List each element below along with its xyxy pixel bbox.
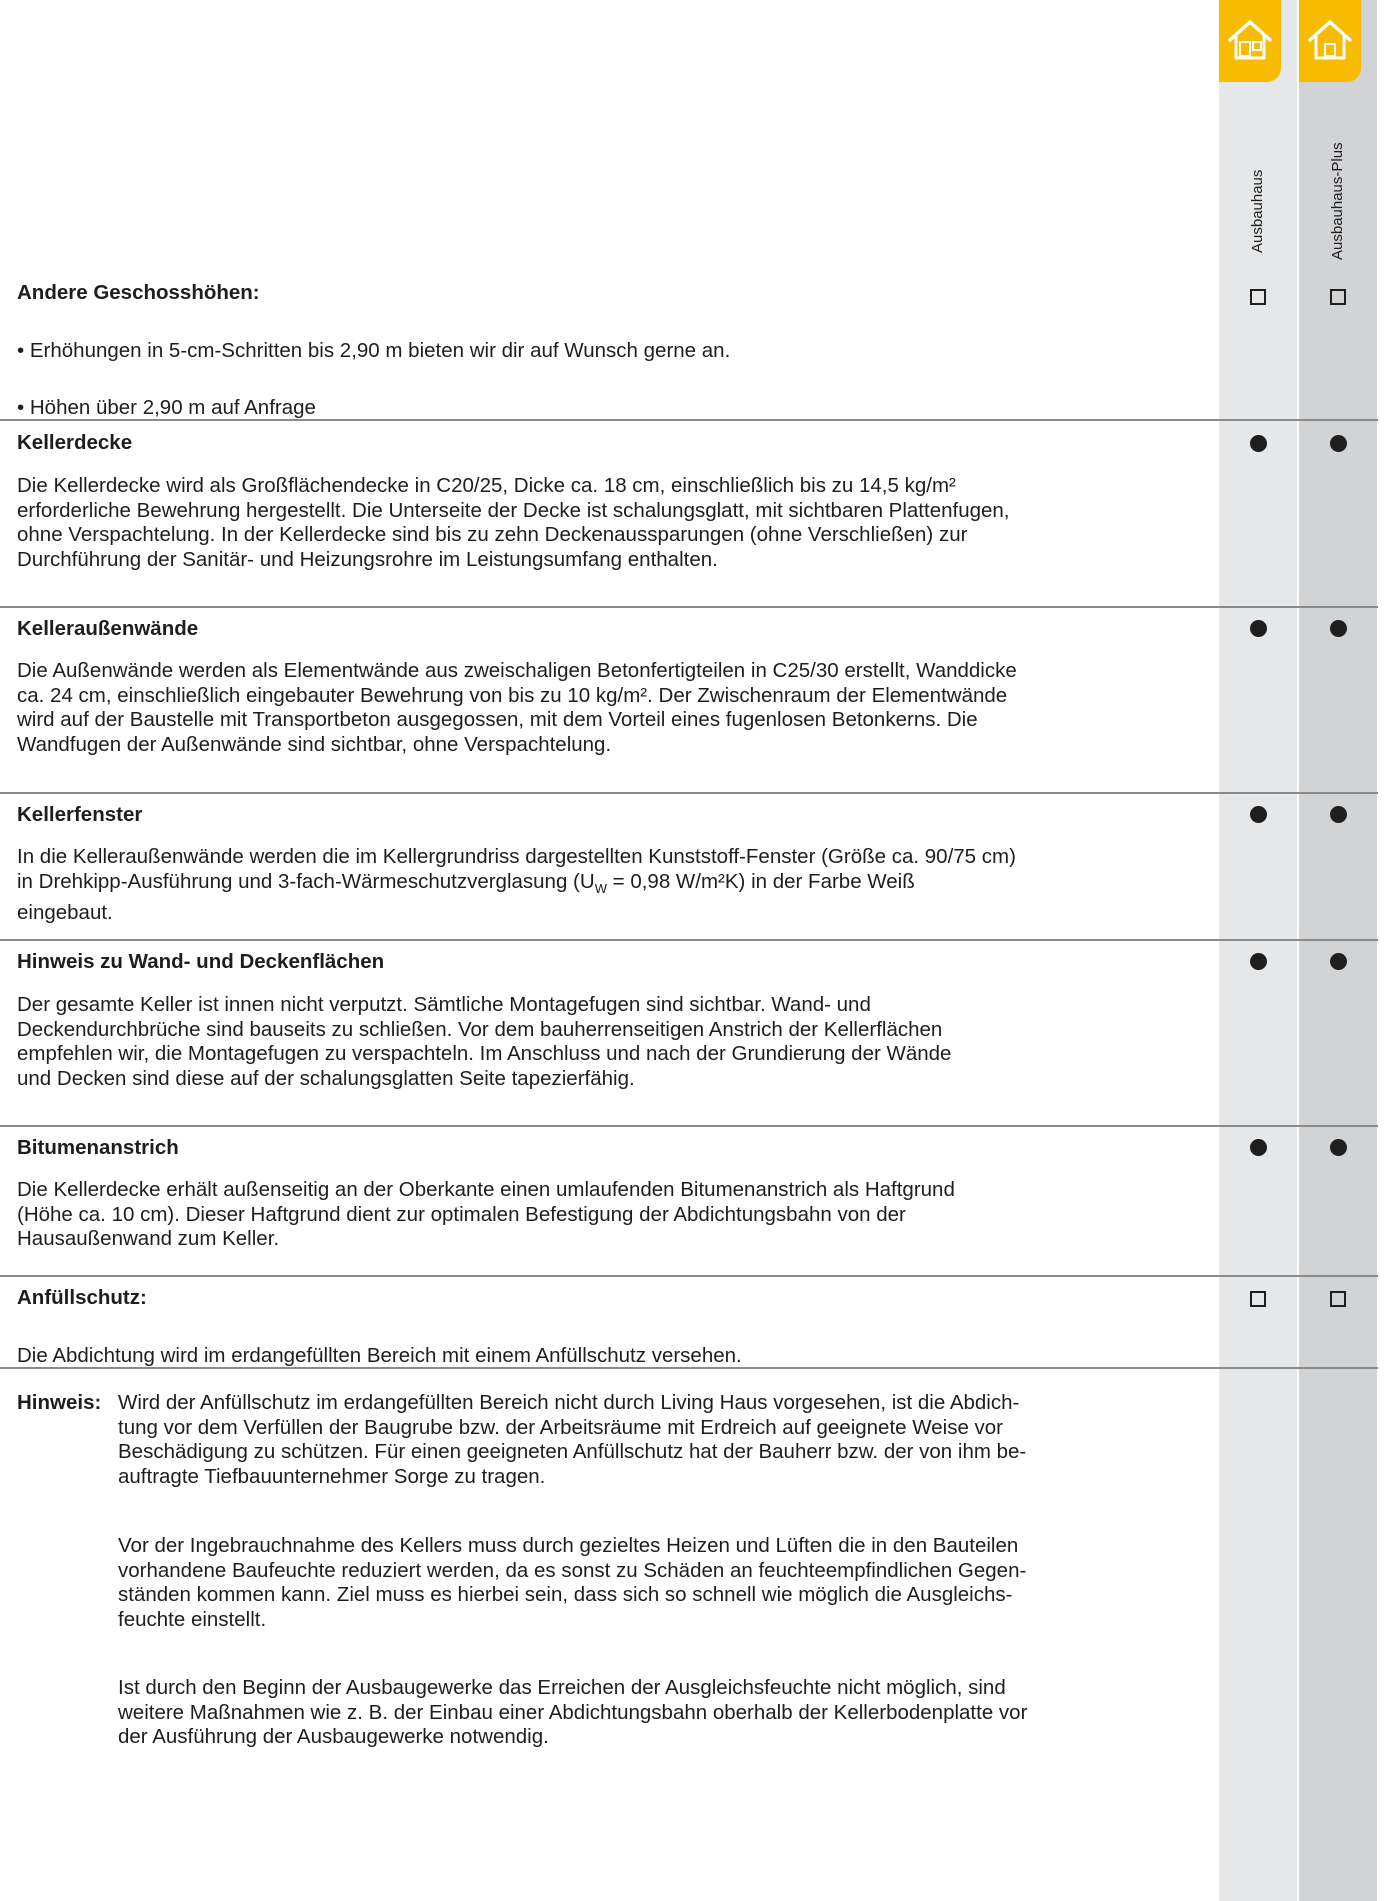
section-text-wand-deckenflaechen: Der gesamte Keller ist innen nicht verputzt. Sämtliche Montagefugen sind sichtbar. Wand- und Deckendurchbrüche sind bauseits zu schließen. Vor dem bauherrenseitigen Anstrich der Kellerflächen empfehlen wir, die Montagefugen zu verspachteln. Im Anschluss und nach der Grundierung der Wände und Decken sind diese auf der schalungsglatten Seite tapezierfähig. (17, 993, 952, 1090)
list-item: • Höhen über 2,90 m auf Anfrage (17, 396, 316, 419)
included-dot-ausbauhaus (1250, 806, 1267, 823)
column-ausbauhaus-plus (1299, 0, 1377, 1901)
column-label-ausbauhaus: Ausbauhaus (1249, 169, 1266, 253)
optional-checkbox-ausbauhaus-plus (1330, 1291, 1346, 1307)
included-dot-ausbauhaus-plus (1330, 435, 1347, 452)
section-title-wand-deckenflaechen: Hinweis zu Wand- und Deckenflächen (17, 950, 385, 973)
divider (0, 419, 1378, 421)
section-title-kellerdecke: Kellerdecke (17, 431, 133, 454)
included-dot-ausbauhaus (1250, 1139, 1267, 1156)
included-dot-ausbauhaus (1250, 620, 1267, 637)
section-title-anfuellschutz: Anfüllschutz: (17, 1286, 147, 1309)
note-paragraph: Ist durch den Beginn der Ausbaugewerke das Erreichen der Ausgleichsfeuchte nicht möglich, sind weitere Maßnahmen wie z. B. der Einbau einer Abdichtungsbahn oberhalb der Kellerbodenplatte vor der Ausführung der Ausbaugewerke notwendig. (118, 1676, 1028, 1748)
section-text-kellerfenster: In die Kelleraußenwände werden die im Kellergrundriss dargestellten Kunststoff-Fenster (Größe ca. 90/75 cm) in Drehkipp-Ausführung und 3-fach-Wärmeschutzverglasung ($U_W = 0,98$ W/m²K) in der Farbe Weiß eingebaut. (17, 845, 1016, 925)
note-label: Hinweis: (17, 1391, 102, 1414)
note-paragraph: Wird der Anfüllschutz im erdangefüllten Bereich nicht durch Living Haus vorgesehen, ist die Abdich- tung vor dem Verfüllen der Baugrube bzw. der Arbeitsräume mit Erdreich auf geeignete Weise vor Beschädigung zu schützen. Für einen geeigneten Anfüllschutz hat der Bauherr bzw. der von ihm be- auftragte Tiefbauunternehmer Sorge zu tragen. (118, 1391, 1027, 1488)
optional-checkbox-ausbauhaus (1250, 1291, 1266, 1307)
included-dot-ausbauhaus (1250, 953, 1267, 970)
section-text-kellerdecke: Die Kellerdecke wird als Großflächendecke in C20/25, Dicke ca. 18 cm, einschließlich bis zu 14,5 kg/m² erforderliche Bewehrung hergestellt. Die Unterseite der Decke ist schalungsglatt, mit sichtbaren Plattenfugen, ohne Verspachtelung. In der Kellerdecke sind bis zu zehn Deckenaussparungen (ohne Verschließen) zur Durchführung der Sanitär- und Heizungsrohre im Leistungsumfang enthalten. (17, 474, 1010, 571)
house-icon (1219, 0, 1281, 82)
divider (0, 1367, 1378, 1369)
column-label-ausbauhaus-plus: Ausbauhaus-Plus (1329, 142, 1346, 260)
included-dot-ausbauhaus-plus (1330, 806, 1347, 823)
optional-checkbox-ausbauhaus-plus (1330, 289, 1346, 305)
included-dot-ausbauhaus-plus (1330, 620, 1347, 637)
column-ausbauhaus (1219, 0, 1297, 1901)
section-title-bitumenanstrich: Bitumenanstrich (17, 1136, 179, 1159)
section-title-kellerfenster: Kellerfenster (17, 803, 143, 826)
included-dot-ausbauhaus-plus (1330, 953, 1347, 970)
section-text-bitumenanstrich: Die Kellerdecke erhält außenseitig an der Oberkante einen umlaufenden Bitumenanstrich als Haftgrund (Höhe ca. 10 cm). Dieser Haftgrund dient zur optimalen Befestigung der Abdichtungsbahn von der Hausaußenwand zum Keller. (17, 1178, 955, 1250)
divider (0, 1125, 1378, 1127)
section-title-kelleraussenwaende: Kelleraußenwände (17, 617, 199, 640)
section-text-kelleraussenwaende: Die Außenwände werden als Elementwände aus zweischaligen Betonfertigteilen in C25/30 erstellt, Wanddicke ca. 24 cm, einschließlich eingebauter Bewehrung von bis zu 10 kg/m². Der Zwischenraum der Elementwände wird auf der Baustelle mit Transportbeton ausgegossen, mit dem Vorteil eines fugenlosen Betonkerns. Die Wandfugen der Außenwände sind sichtbar, ohne Verspachtelung. (17, 659, 1017, 756)
section-text-anfuellschutz: Die Abdichtung wird im erdangefüllten Bereich mit einem Anfüllschutz versehen. (17, 1344, 742, 1367)
divider (0, 792, 1378, 794)
note-paragraph: Vor der Ingebrauchnahme des Kellers muss durch gezieltes Heizen und Lüften die in den Bauteilen vorhandene Baufeuchte reduziert werden, da es sonst zu Schäden an feuchteempfindlichen Gegen- ständen kommen kann. Ziel muss es hierbei sein, dass sich so schnell wie möglich die Ausgleichs- feuchte einstellt. (118, 1534, 1027, 1631)
section-title-geschosshoehen: Andere Geschosshöhen: (17, 281, 260, 304)
house-icon (1299, 0, 1361, 82)
divider (0, 939, 1378, 941)
included-dot-ausbauhaus (1250, 435, 1267, 452)
included-dot-ausbauhaus-plus (1330, 1139, 1347, 1156)
divider (0, 606, 1378, 608)
optional-checkbox-ausbauhaus (1250, 289, 1266, 305)
divider (0, 1275, 1378, 1277)
list-item: • Erhöhungen in 5-cm-Schritten bis 2,90 m bieten wir dir auf Wunsch gerne an. (17, 339, 731, 362)
